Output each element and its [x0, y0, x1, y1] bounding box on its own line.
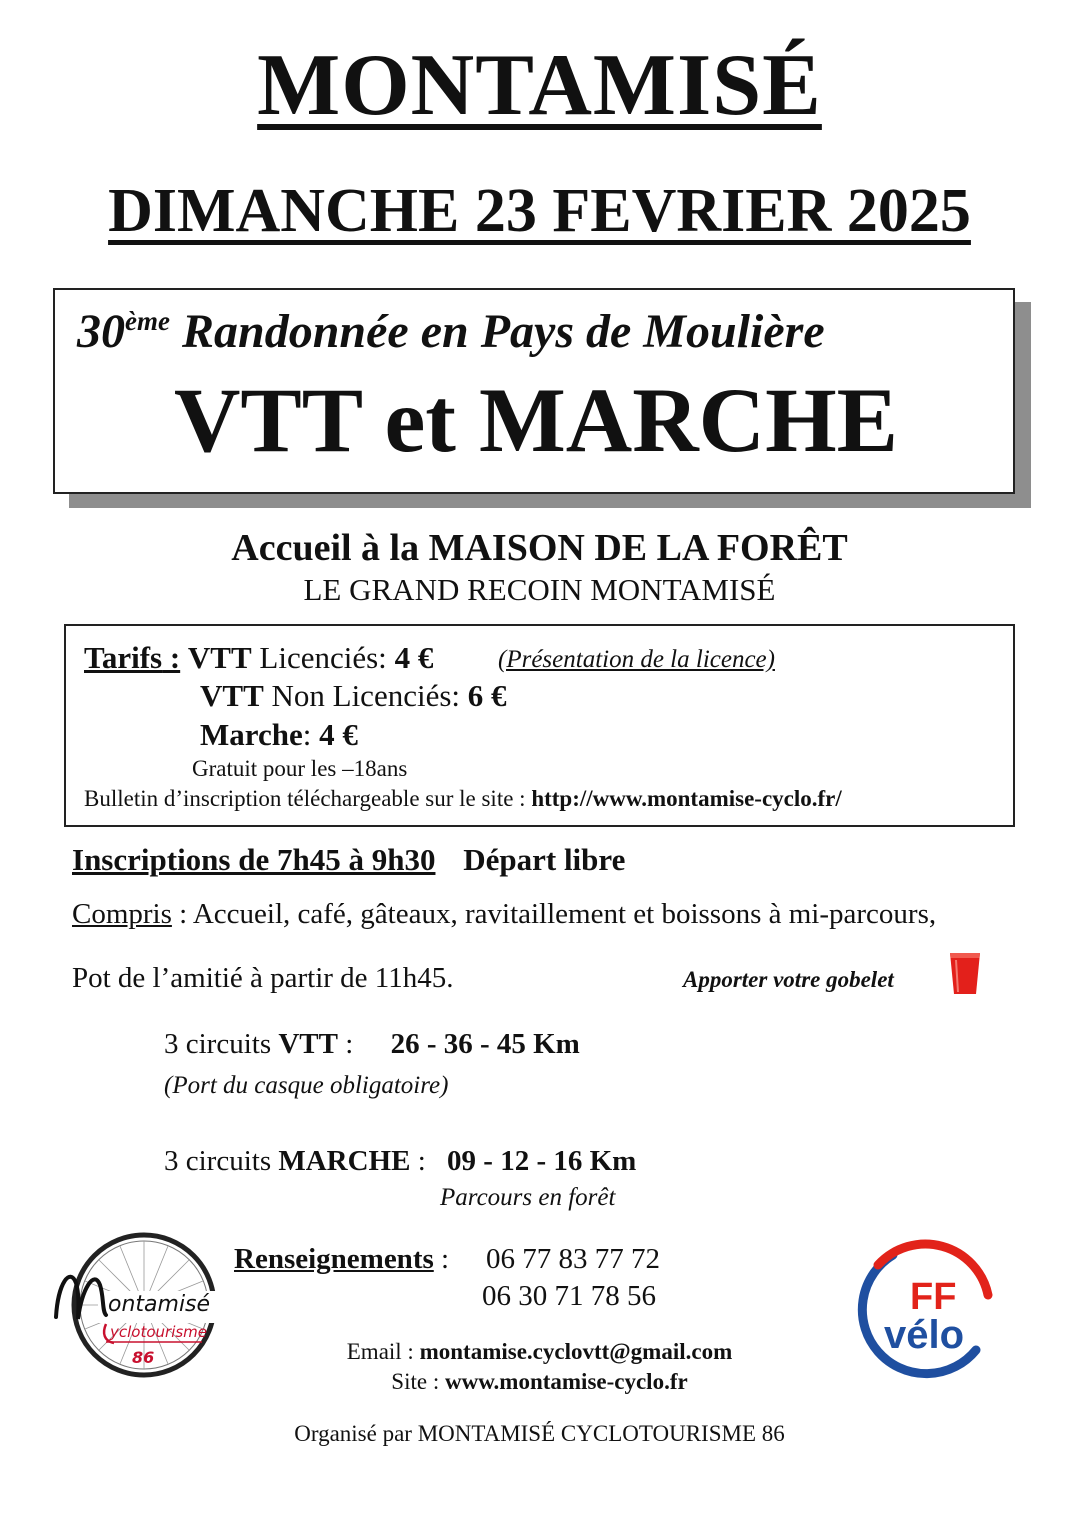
- site-line: Site : www.montamise-cyclo.fr: [391, 1369, 688, 1394]
- licence-note: (Présentation de la licence): [498, 646, 775, 673]
- foret-note: Parcours en forêt: [440, 1184, 616, 1211]
- svg-text:vélo: vélo: [884, 1313, 965, 1357]
- svg-text:FF: FF: [910, 1276, 957, 1318]
- inscriptions-line: [72, 842, 625, 878]
- pot-amitie: Pot de l’amitié à partir de 11h45.: [72, 962, 454, 994]
- phone-2[interactable]: 06 30 71 78 56: [482, 1280, 656, 1312]
- event-date: DIMANCHE 23 FEVRIER 2025: [108, 177, 971, 245]
- organizer-footer: Organisé par MONTAMISÉ CYCLOTOURISME 86: [294, 1421, 785, 1446]
- bulletin-info: Bulletin d’inscription téléchargeable sur le site : http://www.montamise-cyclo.fr/: [84, 786, 842, 811]
- tarif-marche: Marche: 4 €: [200, 717, 358, 752]
- montamise-cyclotourisme-logo: [44, 1225, 216, 1385]
- tarif-vtt-non-licencies: VTT Non Licenciés: 6 €: [200, 678, 507, 713]
- inscriptions-hours: Inscriptions de 7h45 à 9h30: [72, 842, 436, 877]
- renseignements-line: Renseignements :: [234, 1243, 450, 1275]
- tarif-vtt-licencies: Tarifs : VTT Licenciés: 4 €: [84, 640, 434, 675]
- casque-note: (Port du casque obligatoire): [164, 1072, 449, 1099]
- tarifs-box: [64, 624, 1015, 827]
- venue-address: LE GRAND RECOIN MONTAMISÉ: [303, 572, 776, 607]
- email-line: Email : montamise.cyclovtt@gmail.com: [346, 1339, 733, 1364]
- venue-name: Accueil à la MAISON DE LA FORÊT: [231, 527, 848, 569]
- phone-1[interactable]: 06 77 83 77 72: [486, 1243, 660, 1275]
- ff-velo-logo: [848, 1235, 998, 1385]
- compris-line: Compris : Accueil, café, gâteaux, ravitaillement et boissons à mi-parcours,: [72, 898, 937, 930]
- gobelet-note: Apporter votre gobelet: [683, 967, 894, 992]
- svg-text:ontamisé: ontamisé: [108, 1292, 211, 1317]
- email-link[interactable]: montamise.cyclovtt@gmail.com: [419, 1339, 733, 1364]
- site-link[interactable]: www.montamise-cyclo.fr: [444, 1369, 688, 1394]
- bulletin-link[interactable]: http://www.montamise-cyclo.fr/: [531, 786, 842, 811]
- circuits-vtt: 3 circuits VTT : 26 - 36 - 45 Km: [164, 1028, 580, 1060]
- red-cup-icon: [948, 950, 982, 996]
- svg-text:yclotourisme: yclotourisme: [110, 1323, 208, 1341]
- free-under-18: Gratuit pour les –18ans: [192, 756, 408, 781]
- depart-libre: Départ libre: [463, 842, 626, 877]
- event-main-title: VTT et MARCHE: [173, 369, 899, 471]
- event-subtitle: 30ème Randonnée en Pays de Moulière: [77, 305, 825, 358]
- town-title: MONTAMISÉ: [257, 37, 822, 134]
- event-title-box: [53, 288, 1015, 494]
- circuits-marche: 3 circuits MARCHE : 09 - 12 - 16 Km: [164, 1145, 637, 1177]
- svg-text:86: 86: [132, 1348, 155, 1367]
